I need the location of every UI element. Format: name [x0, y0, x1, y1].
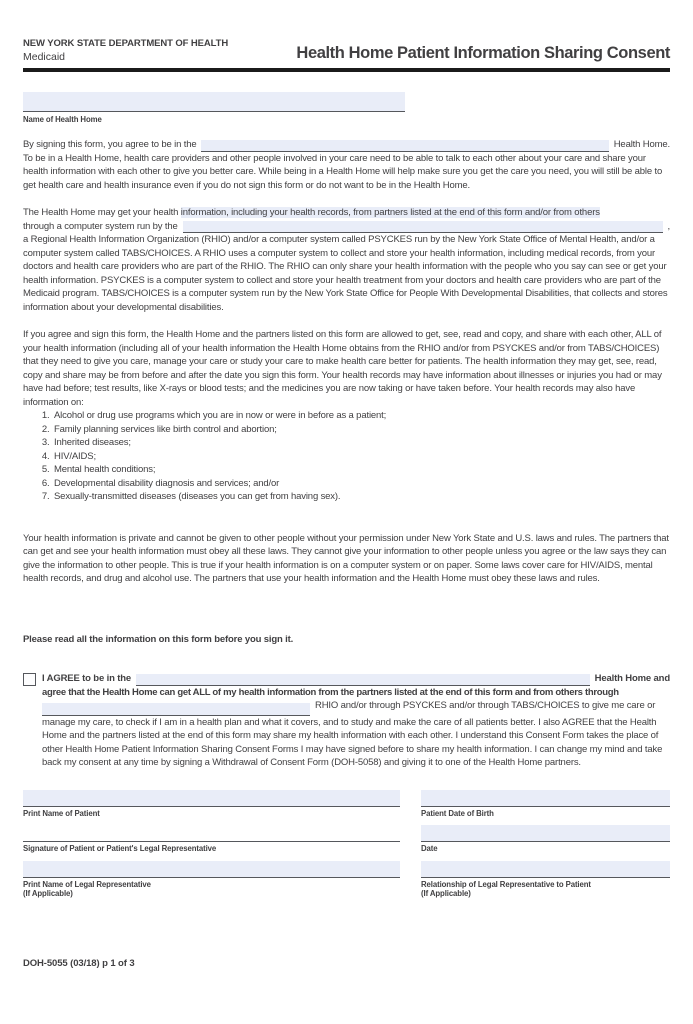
p2-comma: ,: [667, 220, 670, 232]
agree-text-block: [42, 672, 670, 770]
agree-health-home-field[interactable]: [136, 674, 590, 686]
paragraph-share-scope: If you agree and sign this form, the Health Home and the partners listed on this form are allowed to get, see, read and copy, and share with each other, ALL of your health information (including all of your health information the Health Home obtains from the RHIO and/or from PSYCKES and/or from TABS/CHOICES) that they need to give you care, manage your care or study your care to make health care better for patients. The health information they may get, see, read, copy and share may be from before and after the date you sign this form. Your health records may have information about illnesses or injuries you had or may have had before; test results, like X-rays or blood tests; and the medicines you are now taking or have taken before. Your health records may also have information on:: [23, 329, 662, 408]
form-number-footer: DOH-5055 (03/18) p 1 of 3: [23, 958, 135, 969]
date-field: [421, 825, 670, 854]
relationship-rep-input[interactable]: [421, 861, 670, 878]
agree-rest: [42, 699, 670, 770]
p2-body-text: a Regional Health Information Organization (RHIO) and/or a computer system called PSYCKES run by the New York State Office of Mental Health, and/or a computer system called TABS/CHOICES. A RHIO uses a computer system to collect and store your health information, including medical records, from your doctors and health care providers who are part of the RHIO. The RHIO can only share your health information with the people who you say can see or get your health information. PSYCKES is a computer system to collect and store your health treatment from your doctors and health care providers who are part of the Medicaid program. TABS/CHOICES is a computer system run by the New York State Office for People With Developmental Disabilities, that collects and stores information about your developmental disabilities.: [23, 234, 668, 313]
signature-patient-input[interactable]: [23, 825, 400, 842]
patient-dob-field: [421, 790, 670, 819]
agree-section: [23, 672, 670, 770]
agree-regular-text: RHIO and/or through PSYCKES and/or through TABS/CHOICES to give me care or manage my care, to check if I am in a health plan and what it covers, and to study and make the care of all patients better. I also AGREE that the Health Home and the partners listed at the end of this form may share my health information with each other. I understand this Consent Form takes the place of other Health Home Patient Information Sharing Consent Forms I may have signed before to share my health information. I can change my mind and take back my consent at any time by signing a Withdrawal of Consent Form (DOH-5058) and giving it to one of the Health Home partners.: [42, 700, 663, 769]
signature-patient-label: Signature of Patient or Patient's Legal Representative: [23, 844, 217, 854]
patient-dob-label: Patient Date of Birth: [421, 808, 494, 818]
relationship-rep-label-sub: (If Applicable): [421, 889, 471, 899]
p1-pre-text: By signing this form, you agree to be in the: [23, 139, 197, 150]
health-home-inline-field[interactable]: [201, 140, 608, 152]
agree-line2: agree that the Health Home can get ALL of my health information from the partners listed at the end of this form and from others through: [42, 686, 619, 698]
health-home-name-label: Name of Health Home: [23, 115, 102, 124]
print-name-rep-label-main: Print Name of Legal Representative: [23, 879, 151, 889]
patient-dob-input[interactable]: [421, 790, 670, 807]
print-name-rep-input[interactable]: [23, 861, 400, 878]
paragraph-rhio: [23, 206, 670, 314]
list-item: 1. Alcohol or drug use programs which you are in now or were in before as a patient;: [52, 409, 670, 423]
health-home-name-input[interactable]: [23, 92, 405, 112]
relationship-rep-field: [421, 861, 670, 899]
list-item: 4. HIV/AIDS;: [52, 450, 670, 464]
list-item: 2. Family planning services like birth control and abortion;: [52, 423, 670, 437]
agree-bold-tail: Health Home and: [594, 673, 670, 684]
agree-checkbox[interactable]: [23, 673, 36, 686]
program-name: Medicaid: [23, 51, 66, 63]
agree-rhio-field[interactable]: [42, 703, 310, 716]
signature-section: [23, 790, 670, 899]
print-name-patient-field: [23, 790, 400, 819]
print-name-rep-field: [23, 861, 400, 899]
paragraph-privacy: Your health information is private and cannot be given to other people without your permission under New York State and U.S. laws and rules. The partners that can get and see your health information must obey all these laws. They cannot give your information to other people unless you agree or the law says they can give the information to other people. This is true if your health information is on a computer system or on paper. Some laws cover care for HIV/AIDS, mental health records, and drug and alcohol use. The partners that use your health information and the Health Home must obey these laws and rules.: [23, 532, 669, 584]
date-input[interactable]: [421, 825, 670, 842]
p2-line1: [23, 206, 670, 220]
health-home-name-block: [23, 92, 670, 124]
date-label: Date: [421, 844, 438, 854]
form-title: Health Home Patient Information Sharing Consent: [296, 44, 670, 62]
signature-patient-field: [23, 825, 400, 854]
agency-block: [23, 38, 228, 63]
list-item: 6. Developmental disability diagnosis and services; and/or: [52, 477, 670, 491]
p2-run-by-text: through a computer system run by the: [23, 220, 178, 232]
print-name-rep-label: [23, 880, 400, 899]
relationship-rep-label-main: Relationship of Legal Representative to Patient: [421, 879, 591, 889]
list-item: 7. Sexually-transmitted diseases (diseases you can get from having sex).: [52, 490, 670, 504]
p2-line1-highlight: information, including your health records, from partners listed at the end of this form and/or from others: [180, 207, 600, 218]
health-records-list: [23, 409, 670, 504]
list-item: 5. Mental health conditions;: [52, 463, 670, 477]
read-before-sign-instruction: Please read all the information on this form before you sign it.: [23, 633, 294, 645]
p2-line2: [23, 220, 670, 234]
print-name-patient-input[interactable]: [23, 790, 400, 807]
header-rule: [23, 68, 670, 72]
p1-tail-text: Health Home.: [613, 139, 670, 150]
department-name: NEW YORK STATE DEPARTMENT OF HEALTH: [23, 38, 229, 49]
p1-body-text: To be in a Health Home, health care providers and other people involved in your care need to be able to talk to each other about your care and share your health information with each other to give you better care. While being in a Health Home will help make sure you get the care you need, you will still be able to get health care and health insurance even if you do not sign this form or do not want to be in the Health Home.: [23, 152, 663, 191]
paragraph-intro-line1: [23, 138, 670, 152]
agree-line1: [42, 672, 670, 686]
p2-line1-pre: The Health Home may get your health: [23, 207, 181, 218]
print-name-rep-label-sub: (If Applicable): [23, 889, 73, 899]
paragraph-intro: [23, 138, 670, 192]
agree-bold-pre: I AGREE to be in the: [42, 673, 132, 684]
relationship-rep-label: [421, 880, 670, 899]
list-item: 3. Inherited diseases;: [52, 436, 670, 450]
rhio-system-inline-field[interactable]: [183, 221, 663, 233]
print-name-patient-label: Print Name of Patient: [23, 808, 100, 818]
form-header: [23, 38, 670, 63]
